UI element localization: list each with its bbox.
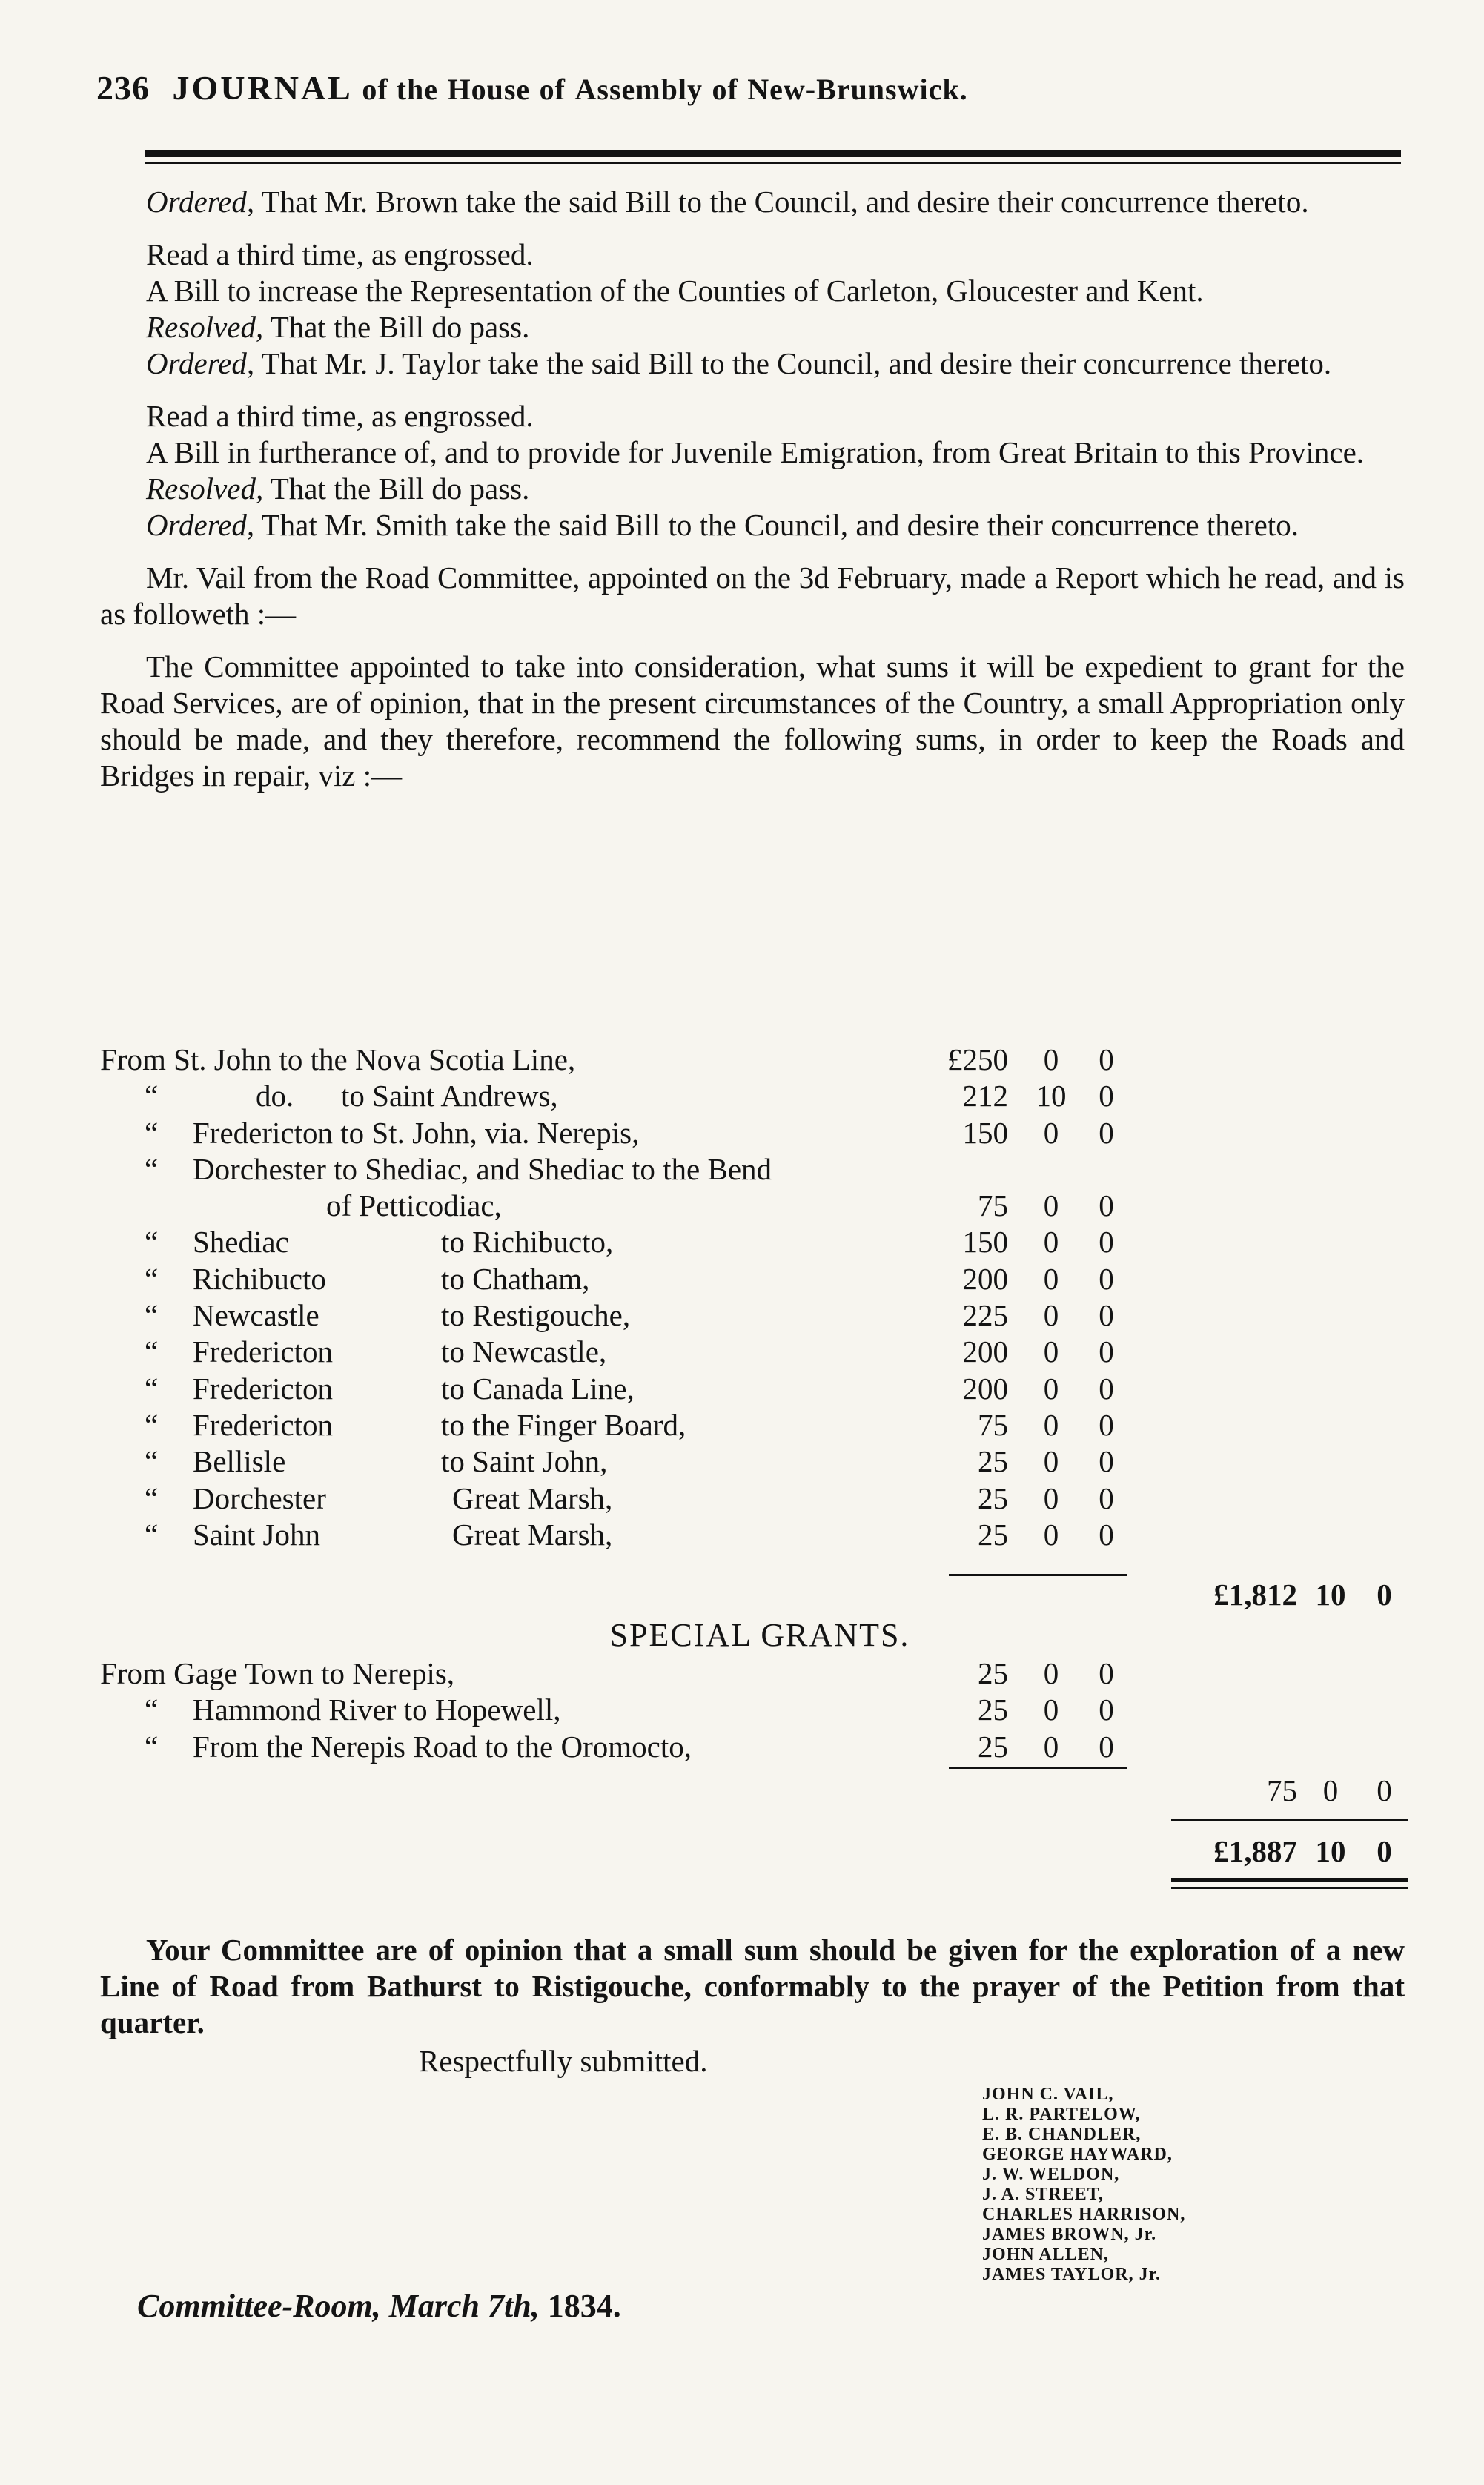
paragraph-8: Ordered, That Mr. Smith take the said Bill to the Council, and desire their concurrence thereto. (146, 508, 1299, 542)
grant-row: “ do. to Saint Andrews, 212 10 0 (145, 1079, 1114, 1114)
total-row: £1,887 10 0 (1213, 1834, 1392, 1868)
journal-word: JOURNAL (172, 69, 353, 107)
grant-row: “ Saint John Great Marsh, 25 0 0 (145, 1517, 1114, 1552)
subtotal-row: £1,812 10 0 (1213, 1578, 1392, 1612)
paragraph-5: Read a third time, as engrossed. (146, 399, 534, 433)
signer: CHARLES HARRISON, (982, 2205, 1186, 2224)
closing-text (100, 1932, 1405, 2041)
special-grant-row: “ Hammond River to Hopewell, 25 0 0 (145, 1692, 1114, 1727)
total-rule-bottom (1171, 1878, 1408, 1882)
grant-row: “ Bellisle to Saint John, 25 0 0 (145, 1444, 1114, 1479)
paragraph-1: Read a third time, as engrossed. (146, 237, 534, 271)
grant-row-continued: of Petticodiac, 75 0 0 (326, 1188, 1114, 1223)
signer: GEORGE HAYWARD, (982, 2145, 1173, 2164)
header-house: House (447, 73, 531, 106)
signer: L. R. PARTELOW, (982, 2105, 1141, 2124)
paragraph-2: A Bill to increase the Representation of the Counties of Carleton, Gloucester and Kent. (146, 274, 1204, 308)
header-of-the: of the (362, 73, 438, 106)
special-grant-row: “ From the Nerepis Road to the Oromocto, 25 0 0 (145, 1729, 1114, 1764)
paragraph-10: The Committee appointed to take into consideration, what sums it will be expedient to grant for the Road Services, are of opinion, that in the present circumstances of the Country, a small Appropriation only should be made, and they therefore, recommend the following sums, in order to keep the Roads and Bridges in repair, viz :— (100, 649, 1405, 793)
signer: J. W. WELDON, (982, 2165, 1120, 2184)
paragraph-6: A Bill in furtherance of, and to provide for Juvenile Emigration, from Great Britain to this Province. (146, 435, 1365, 469)
closing-paragraph: Your Committee are of opinion that a small sum should be given for the exploration of a new Line of Road from Bathurst to Ristigouche, conformably to the prayer of the Petition from that quarter. (100, 1933, 1405, 2039)
page-number: 236 (96, 69, 150, 107)
signer: E. B. CHANDLER, (982, 2125, 1142, 2144)
header-of: of (539, 73, 566, 106)
total-rule-bottom-thin (1171, 1887, 1408, 1889)
grant-row: “ Shediac to Richibucto, 150 0 0 (145, 1225, 1114, 1260)
paragraph-0: Ordered, That Mr. Brown take the said Bill to the Council, and desire their concurrence thereto. (146, 185, 1309, 219)
total-rule-top (1171, 1819, 1408, 1821)
header-rule-thick (145, 150, 1401, 157)
header-rule-thin (145, 162, 1401, 164)
grant-row: “ Fredericton to the Finger Board, 75 0 0 (145, 1407, 1114, 1442)
journal-body (100, 184, 1405, 794)
grant-row: From St. John to the Nova Scotia Line, £250 0 0 (100, 1042, 1114, 1076)
special-grants-heading: SPECIAL GRANTS. (609, 1617, 910, 1653)
grant-row: “ Dorchester to Shediac, and Shediac to the Bend (145, 1151, 772, 1186)
paragraph-4: Ordered, That Mr. J. Taylor take the said Bill to the Council, and desire their concurrence thereto. (146, 346, 1332, 380)
grant-row: “ Richibucto to Chatham, 200 0 0 (145, 1261, 1114, 1296)
subtotal-row: 75 0 0 (1267, 1773, 1392, 1807)
header-of2: of (712, 73, 738, 106)
signer: JOHN ALLEN, (982, 2245, 1110, 2264)
paragraph-9: Mr. Vail from the Road Committee, appointed on the 3d February, made a Report which he read, and is as followeth :— (100, 560, 1405, 631)
grant-row: “ Dorchester Great Marsh, 25 0 0 (145, 1480, 1114, 1515)
header-province: New-Brunswick. (747, 73, 968, 106)
paragraph-3: Resolved, That the Bill do pass. (146, 310, 530, 344)
sum-rule (949, 1767, 1127, 1769)
committee-room-date: Committee-Room, March 7th, 1834. (137, 2288, 621, 2324)
paragraph-7: Resolved, That the Bill do pass. (146, 471, 530, 506)
respectfully-submitted: Respectfully submitted. (419, 2044, 708, 2078)
special-grant-row: From Gage Town to Nerepis, 25 0 0 (100, 1656, 1114, 1690)
grant-row: “ Fredericton to St. John, via. Nerepis, 150 0 0 (145, 1115, 1114, 1150)
grants-table (100, 1042, 1420, 1868)
signer: J. A. STREET, (982, 2185, 1104, 2204)
special-grants-list (100, 1655, 1420, 1765)
grant-row: “ Fredericton to Canada Line, 200 0 0 (145, 1371, 1114, 1406)
signer: JOHN C. VAIL, (982, 2085, 1114, 2104)
committee-signatures (982, 2085, 1185, 2285)
sum-rule (949, 1574, 1127, 1576)
running-header (96, 68, 1423, 120)
header-assembly: Assembly (574, 73, 703, 106)
grant-row: “ Newcastle to Restigouche, 225 0 0 (145, 1298, 1114, 1333)
signer: JAMES TAYLOR, Jr. (982, 2265, 1162, 2284)
grant-row: “ Fredericton to Newcastle, 200 0 0 (145, 1334, 1114, 1369)
signer: JAMES BROWN, Jr. (982, 2225, 1157, 2244)
